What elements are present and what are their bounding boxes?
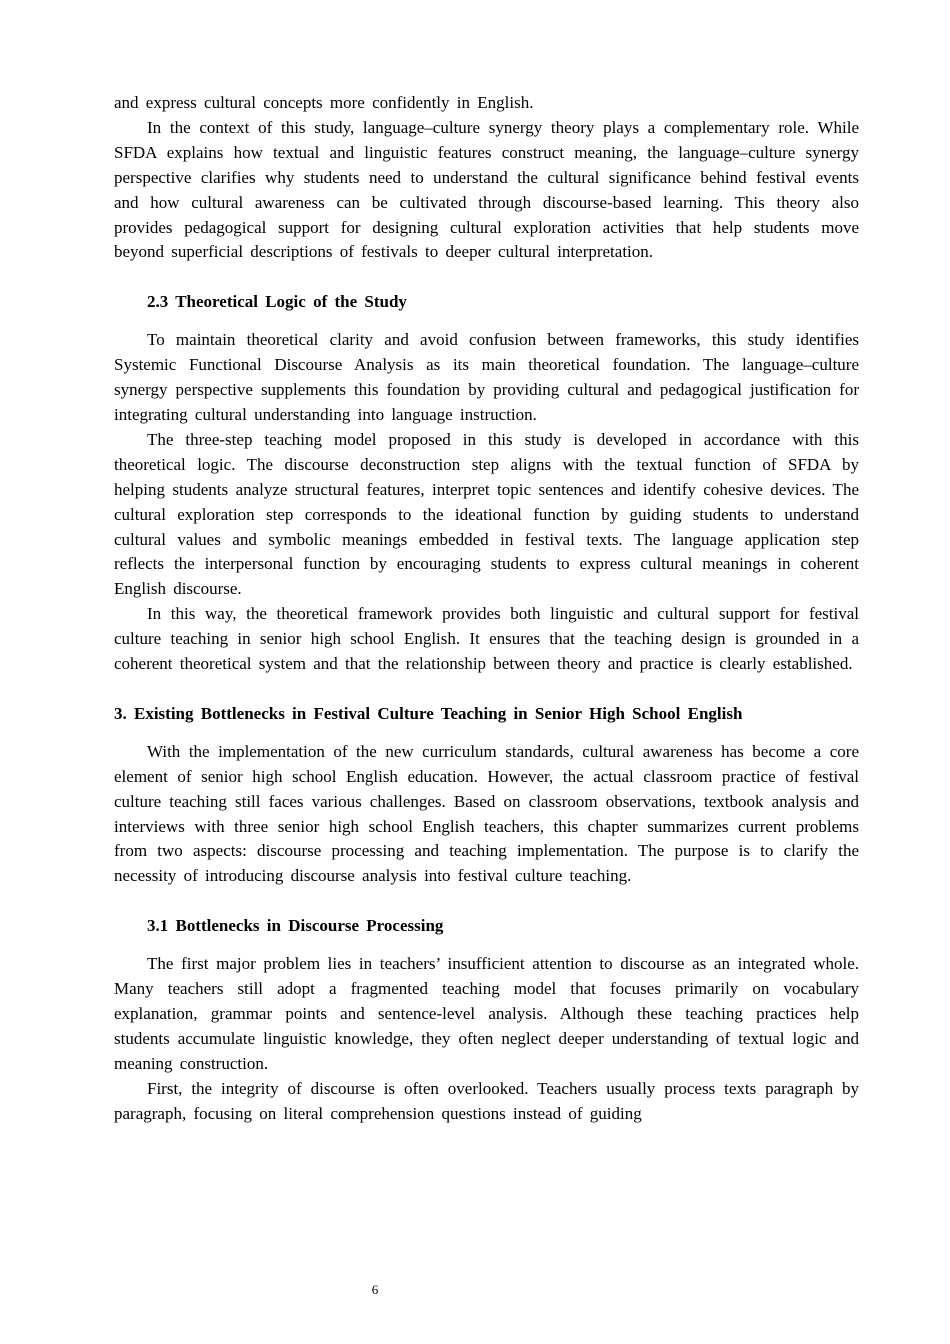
paragraph-three-step-model: The three-step teaching model proposed in this study is developed in accordance with this theoretical logic. The discourse deconstruction step aligns with the textual function of SFDA by helping students analyze structural features, interpret topic sentences and identify cohesive devices. The cultural exploration step corresponds to the ideational function by guiding students to understand cultural values and symbolic meanings embedded in festival texts. The language application step reflects the interpersonal function by encouraging students to express cultural meanings in coherent English discourse. [114, 429, 859, 599]
paragraph-theoretical-clarity: To maintain theoretical clarity and avoid confusion between frameworks, this study identifies Systemic Functional Discourse Analysis as its main theoretical foundation. The language–culture synergy perspective supplements this foundation by providing cultural and pedagogical justification for integrating cultural understanding into language instruction. [114, 330, 859, 424]
heading-section-3: 3. Existing Bottlenecks in Festival Culture Teaching in Senior High School English [114, 703, 743, 723]
page-number: 6 [371, 1282, 379, 1297]
paragraph-curriculum-standards: With the implementation of the new curriculum standards, cultural awareness has become a core element of senior high school English education. However, the actual classroom practice of festival culture teaching still faces various challenges. Based on classroom observations, textbook analysis and interviews with three senior high school English teachers, this chapter summarizes current problems from two aspects: discourse processing and teaching implementation. The purpose is to clarify the necessity of introducing discourse analysis into festival culture teaching. [114, 741, 859, 886]
paragraph-language-culture-synergy: In the context of this study, language–culture synergy theory plays a complementary role. While SFDA explains how textual and linguistic features construct meaning, the language–culture synergy perspective clarifies why students need to understand the cultural significance behind festival events and how cultural awareness can be cultivated through discourse-based learning. This theory also provides pedagogical support for designing cultural exploration activities that help students move beyond superficial descriptions of festivals to deeper cultural interpretation. [114, 117, 859, 262]
document-page [114, 91, 859, 1127]
paragraph-continued: and express cultural concepts more confidently in English. [114, 93, 534, 112]
heading-section-2-3: 2.3 Theoretical Logic of the Study [147, 292, 407, 312]
paragraph-teachers-attention: The first major problem lies in teachers’ insufficient attention to discourse as an integrated whole. Many teachers still adopt a fragmented teaching model that focuses primarily on vocabulary explanation, grammar points and sentence-level analysis. Although these teaching practices help students accumulate linguistic knowledge, they often neglect deeper understanding of textual logic and meaning construction. [114, 954, 859, 1073]
heading-section-3-1: 3.1 Bottlenecks in Discourse Processing [147, 916, 444, 936]
paragraph-discourse-integrity: First, the integrity of discourse is often overlooked. Teachers usually process texts paragraph by paragraph, focusing on literal comprehension questions instead of guiding [114, 1078, 859, 1123]
paragraph-framework-support: In this way, the theoretical framework provides both linguistic and cultural support for festival culture teaching in senior high school English. It ensures that the teaching design is grounded in a coherent theoretical system and that the relationship between theory and practice is clearly established. [114, 604, 859, 674]
